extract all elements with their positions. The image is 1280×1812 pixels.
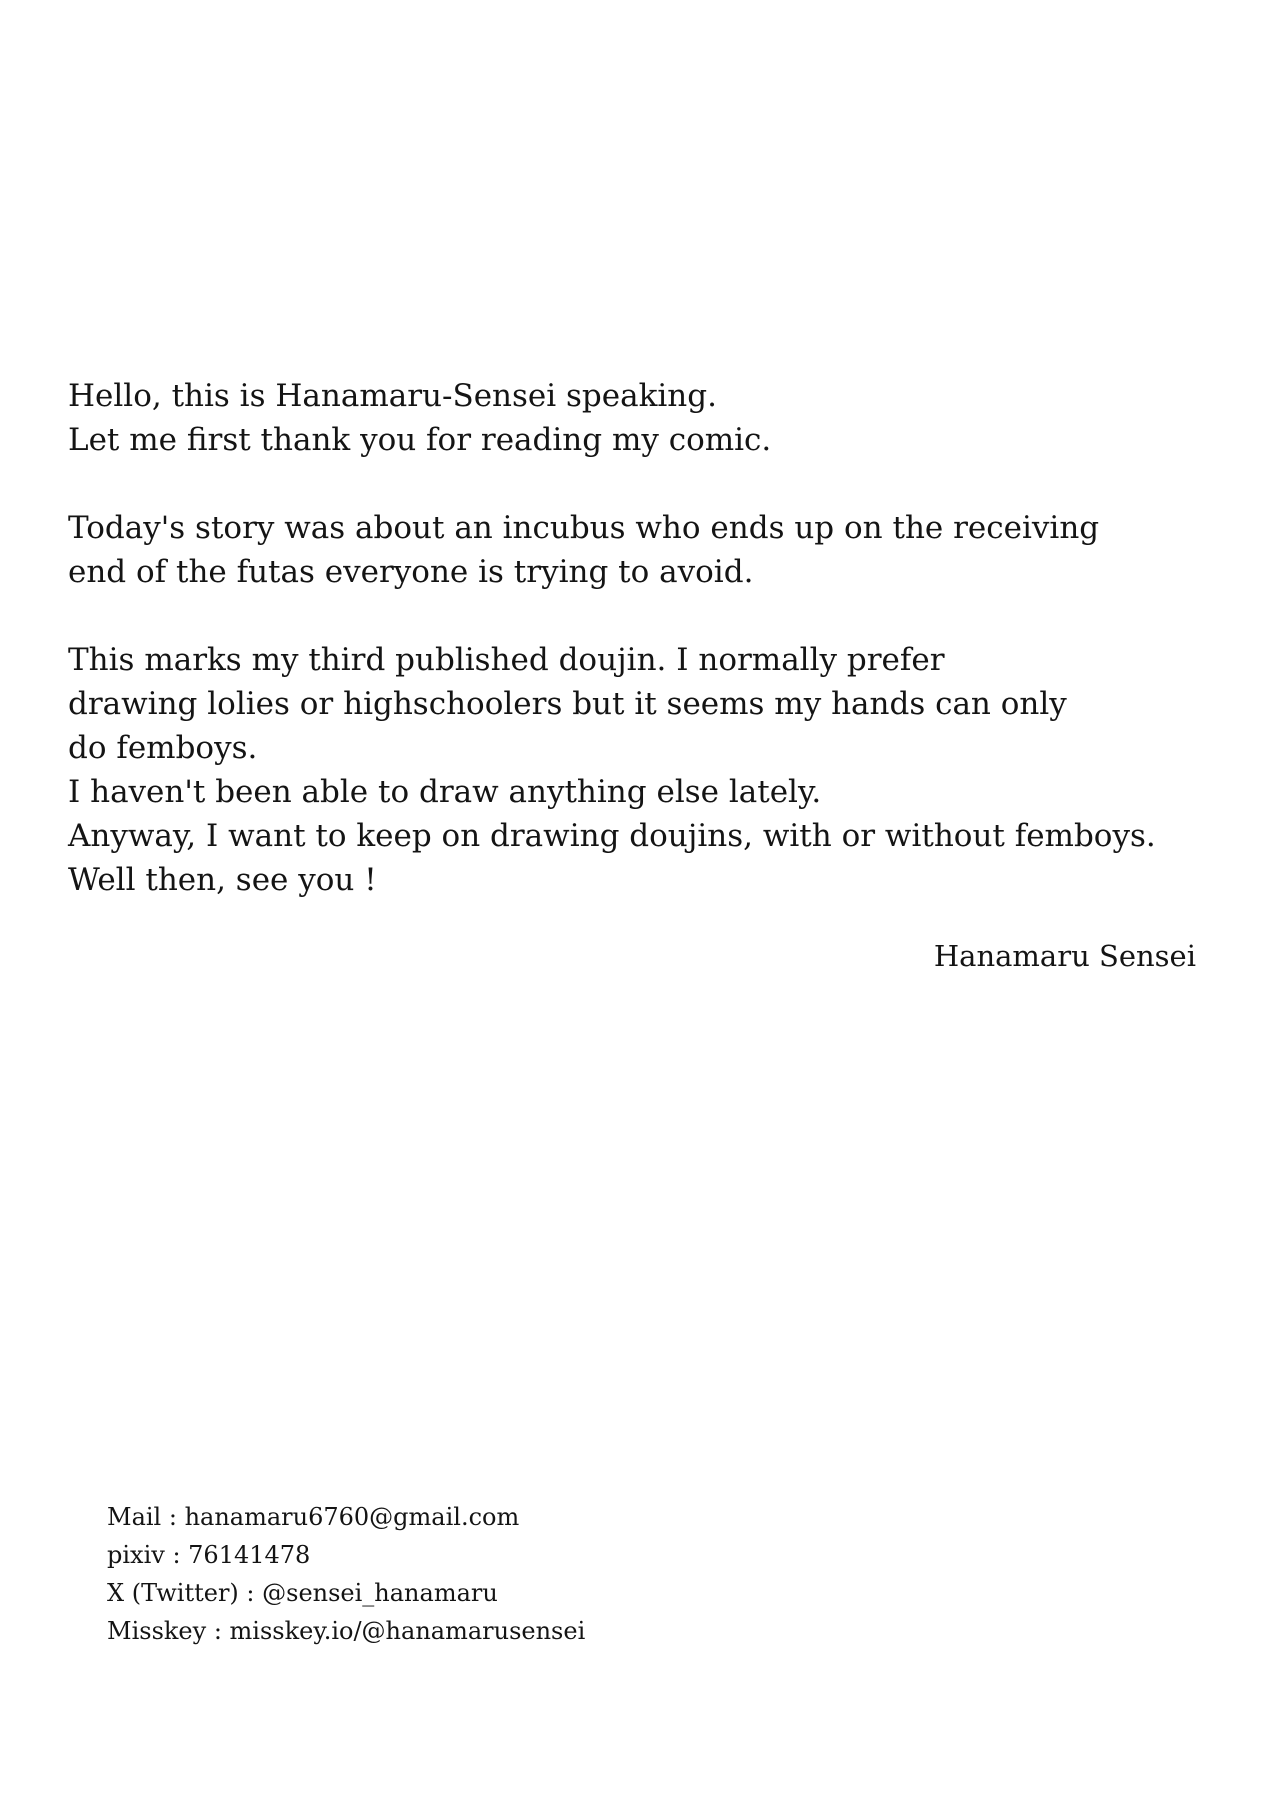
message-line: Anyway, I want to keep on drawing doujins, with or without femboys.: [68, 818, 1156, 854]
afterword-message: [68, 374, 1218, 946]
message-line: Today's story was about an incubus who ends up on the receiving: [68, 510, 1100, 546]
author-signature: Hanamaru Sensei: [933, 939, 1196, 973]
message-line: Well then, see you !: [68, 862, 377, 898]
message-line: end of the futas everyone is trying to avoid.: [68, 554, 754, 590]
message-line: Hello, this is Hanamaru-Sensei speaking.: [68, 378, 717, 414]
message-line: I haven't been able to draw anything else lately.: [68, 774, 822, 810]
paragraph-greeting: [68, 374, 1218, 462]
contact-misskey: Misskey : misskey.io/@hanamarusensei: [107, 1617, 586, 1645]
message-line: This marks my third published doujin. I normally prefer: [68, 642, 945, 678]
paragraph-notes: [68, 638, 1218, 902]
paragraph-story: [68, 506, 1218, 594]
message-line: Let me first thank you for reading my comic.: [68, 422, 772, 458]
message-line: drawing lolies or highschoolers but it seems my hands can only: [68, 686, 1067, 722]
message-line: do femboys.: [68, 730, 258, 766]
contact-twitter: X (Twitter) : @sensei_hanamaru: [107, 1579, 498, 1607]
contact-list: [107, 1498, 585, 1650]
contact-pixiv: pixiv : 76141478: [107, 1541, 311, 1569]
contact-mail: Mail : hanamaru6760@gmail.com: [107, 1503, 520, 1531]
